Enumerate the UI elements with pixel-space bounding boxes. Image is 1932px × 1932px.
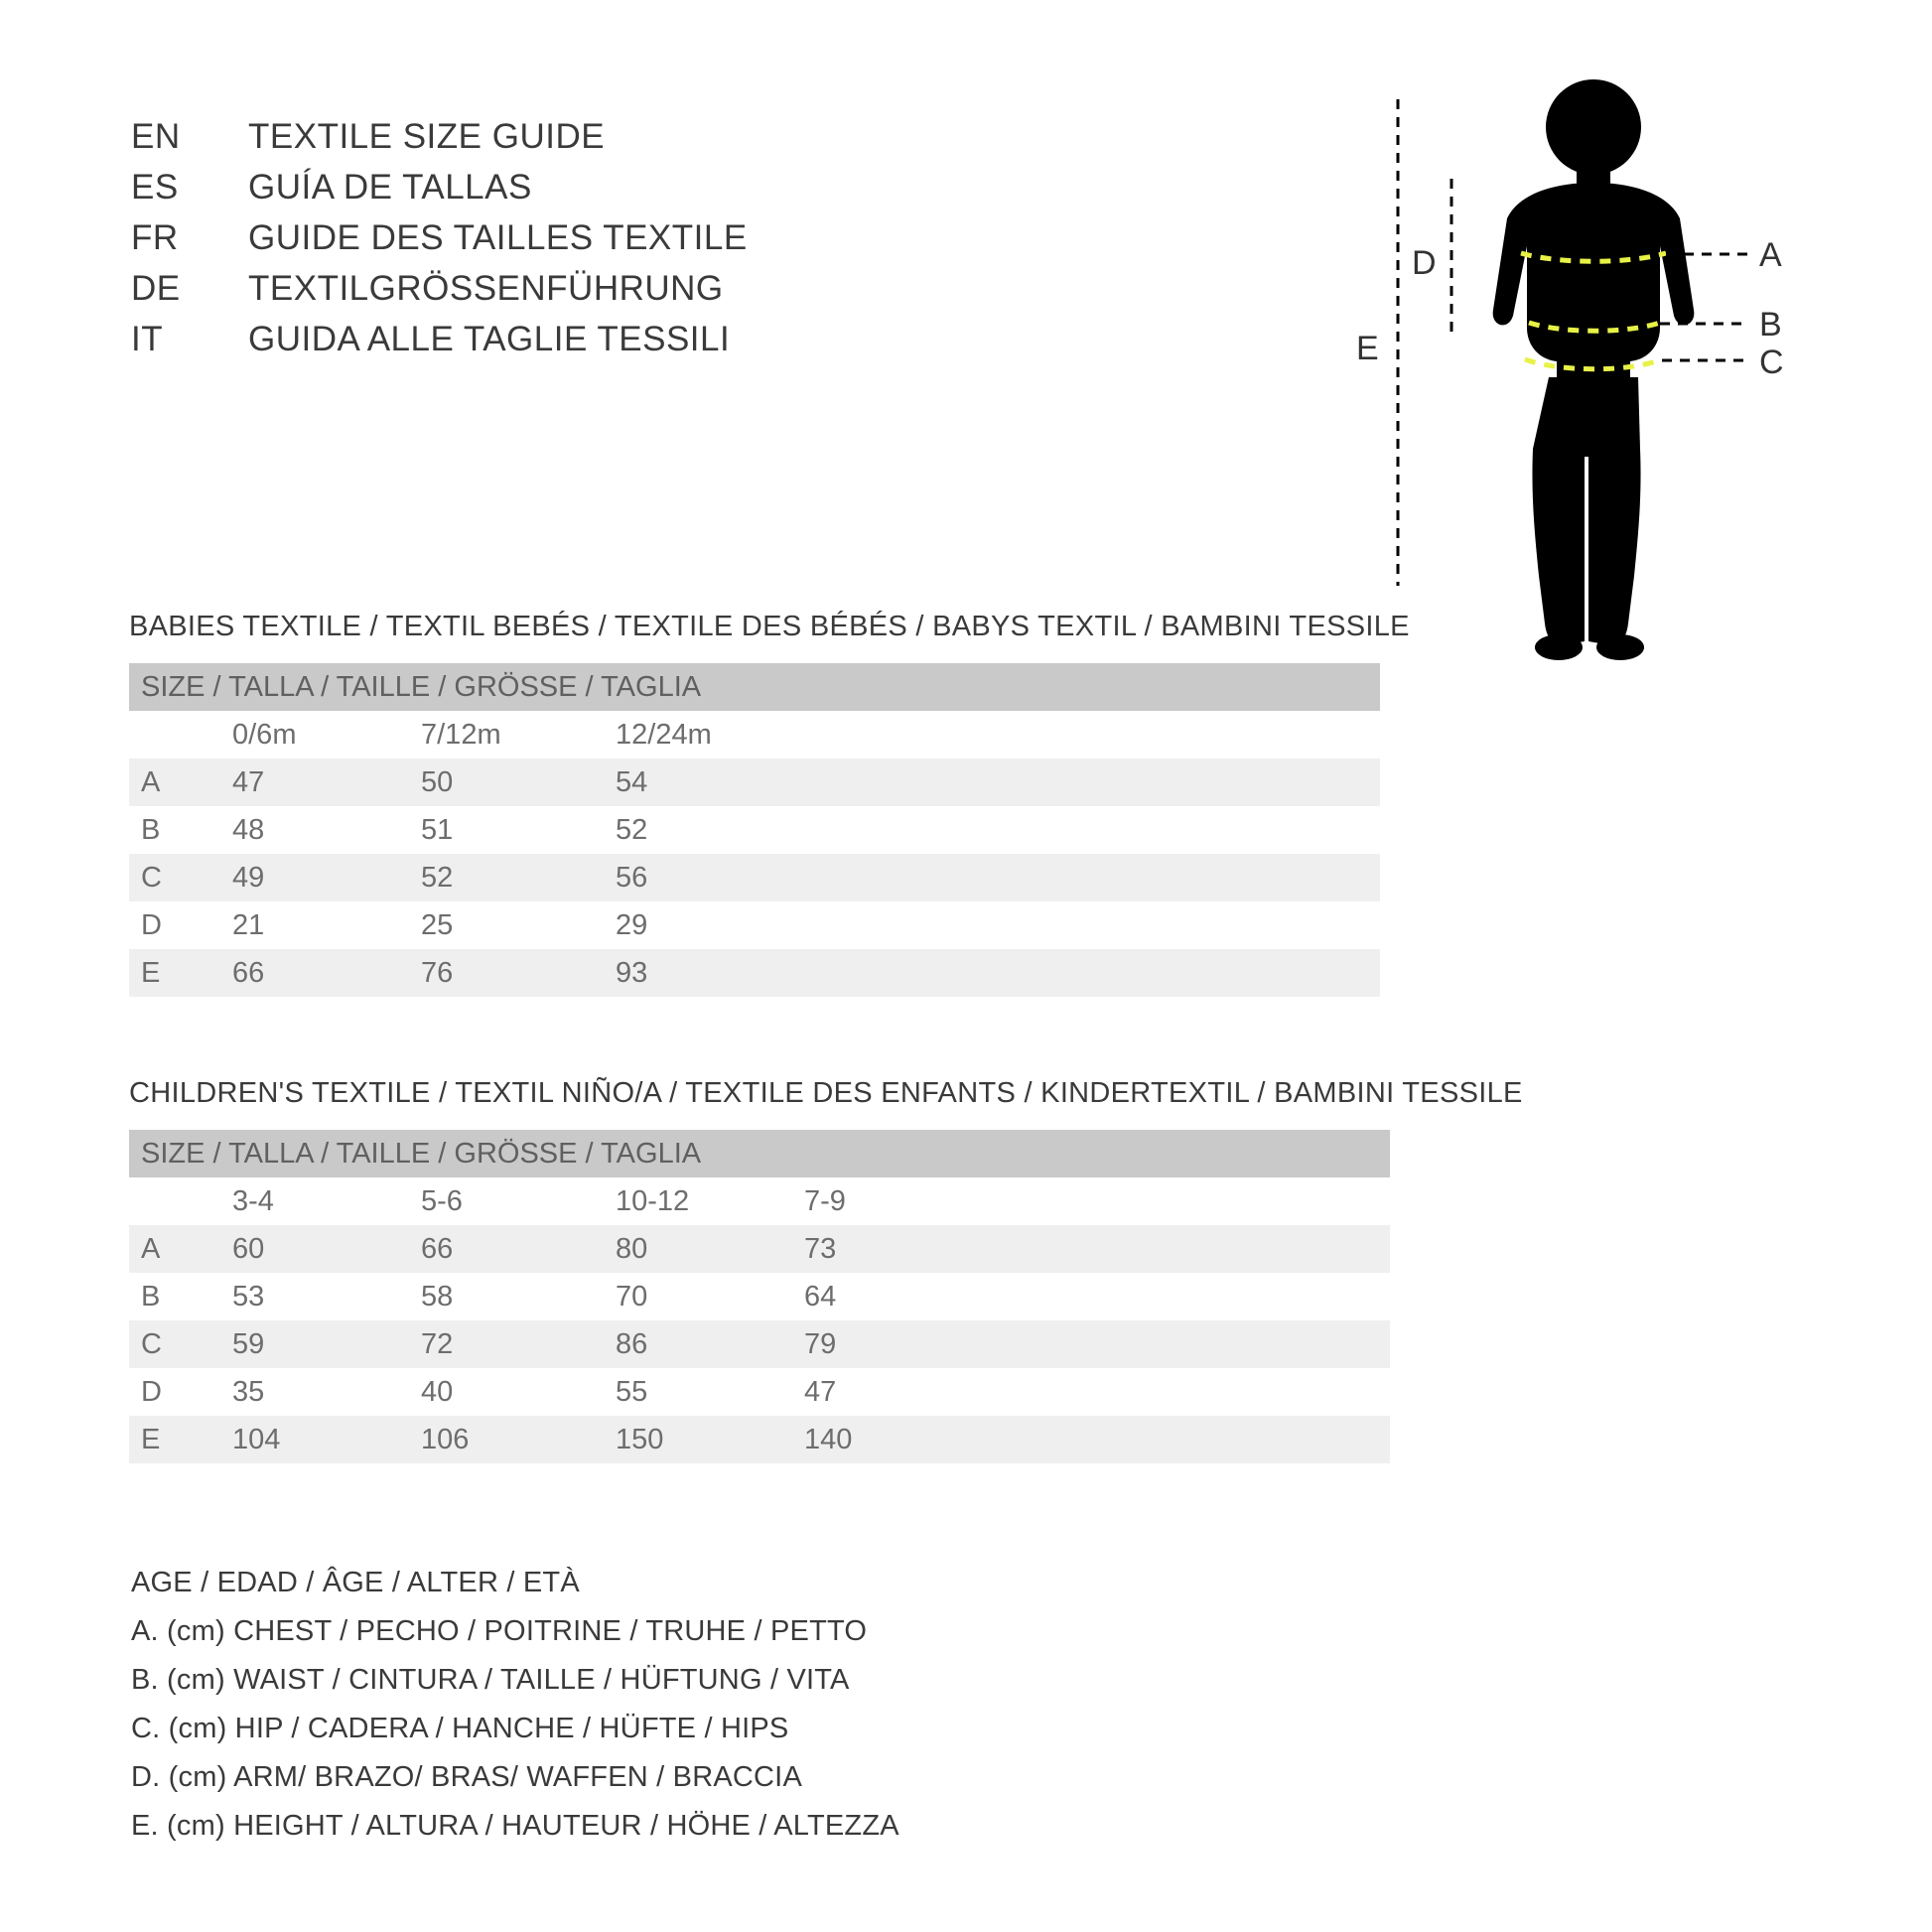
row-value: 66 xyxy=(232,949,421,997)
row-value: 54 xyxy=(616,759,1380,806)
row-value: 76 xyxy=(421,949,616,997)
children-column-3: 7-9 xyxy=(804,1177,1390,1225)
row-value: 52 xyxy=(421,854,616,901)
language-title-block xyxy=(131,117,1025,370)
row-value: 80 xyxy=(616,1225,804,1273)
children-size-table xyxy=(129,1130,1390,1463)
row-value: 35 xyxy=(232,1368,421,1416)
row-value: 60 xyxy=(232,1225,421,1273)
row-value: 55 xyxy=(616,1368,804,1416)
row-value: 70 xyxy=(616,1273,804,1320)
language-code: IT xyxy=(131,320,164,358)
babies-column-0: 0/6m xyxy=(232,711,421,759)
table-row xyxy=(129,1225,1390,1273)
table-row xyxy=(129,949,1380,997)
row-value: 47 xyxy=(804,1368,1390,1416)
babies-size-table xyxy=(129,663,1380,997)
table-row xyxy=(129,806,1380,854)
babies-column-row xyxy=(129,711,1380,759)
language-row xyxy=(131,168,1025,218)
row-value: 104 xyxy=(232,1416,421,1463)
row-value: 48 xyxy=(232,806,421,854)
row-value: 51 xyxy=(421,806,616,854)
row-value: 66 xyxy=(421,1225,616,1273)
row-value: 73 xyxy=(804,1225,1390,1273)
babies-column-1: 7/12m xyxy=(421,711,616,759)
babies-section-title: BABIES TEXTILE / TEXTIL BEBÉS / TEXTILE DES BÉBÉS / BABYS TEXTIL / BAMBINI TESSILE xyxy=(129,611,1410,642)
row-value: 21 xyxy=(232,901,421,949)
row-value: 79 xyxy=(804,1320,1390,1368)
row-value: 56 xyxy=(616,854,1380,901)
row-value: 106 xyxy=(421,1416,616,1463)
row-label: E xyxy=(129,949,232,997)
row-label: B xyxy=(129,1273,232,1320)
measurement-legend xyxy=(131,1567,899,1859)
babies-size-header: SIZE / TALLA / TAILLE / GRÖSSE / TAGLIA xyxy=(129,663,1380,711)
row-value: 72 xyxy=(421,1320,616,1368)
row-value: 25 xyxy=(421,901,616,949)
row-value: 47 xyxy=(232,759,421,806)
babies-column-2: 12/24m xyxy=(616,711,1380,759)
children-corner-cell xyxy=(129,1177,232,1225)
measurement-figure xyxy=(1356,79,1817,715)
row-value: 49 xyxy=(232,854,421,901)
children-column-row xyxy=(129,1177,1390,1225)
row-value: 29 xyxy=(616,901,1380,949)
language-row xyxy=(131,269,1025,320)
row-label: E xyxy=(129,1416,232,1463)
children-section-title: CHILDREN'S TEXTILE / TEXTIL NIÑO/A / TEXTILE DES ENFANTS / KINDERTEXTIL / BAMBINI TESSILE xyxy=(129,1077,1523,1109)
row-label: C xyxy=(129,854,232,901)
babies-size-header-row xyxy=(129,663,1380,711)
language-title: GUÍA DE TALLAS xyxy=(248,168,532,207)
language-row xyxy=(131,218,1025,269)
babies-section xyxy=(129,611,1410,997)
children-size-header-row xyxy=(129,1130,1390,1177)
language-code: ES xyxy=(131,168,179,207)
row-label: A xyxy=(129,1225,232,1273)
language-title: TEXTILE SIZE GUIDE xyxy=(248,117,606,156)
children-section xyxy=(129,1077,1523,1463)
row-label: C xyxy=(129,1320,232,1368)
row-value: 86 xyxy=(616,1320,804,1368)
legend-line: D. (cm) ARM/ BRAZO/ BRAS/ WAFFEN / BRACCIA xyxy=(131,1761,802,1793)
row-label: B xyxy=(129,806,232,854)
row-label: D xyxy=(129,1368,232,1416)
row-value: 58 xyxy=(421,1273,616,1320)
legend-line: E. (cm) HEIGHT / ALTURA / HAUTEUR / HÖHE / ALTEZZA xyxy=(131,1810,899,1842)
marker-a: A xyxy=(1759,236,1782,274)
legend-line: A. (cm) CHEST / PECHO / POITRINE / TRUHE / PETTO xyxy=(131,1615,868,1647)
table-row xyxy=(129,901,1380,949)
children-size-header: SIZE / TALLA / TAILLE / GRÖSSE / TAGLIA xyxy=(129,1130,1390,1177)
row-value: 40 xyxy=(421,1368,616,1416)
language-title: TEXTILGRÖSSENFÜHRUNG xyxy=(248,269,724,308)
table-row xyxy=(129,1273,1390,1320)
marker-d: D xyxy=(1412,244,1437,282)
row-value: 53 xyxy=(232,1273,421,1320)
legend-line: C. (cm) HIP / CADERA / HANCHE / HÜFTE / HIPS xyxy=(131,1713,789,1744)
language-title: GUIDA ALLE TAGLIE TESSILI xyxy=(248,320,731,358)
babies-corner-cell xyxy=(129,711,232,759)
language-title: GUIDE DES TAILLES TEXTILE xyxy=(248,218,748,257)
children-column-0: 3-4 xyxy=(232,1177,421,1225)
marker-c: C xyxy=(1759,344,1784,381)
row-label: A xyxy=(129,759,232,806)
row-value: 50 xyxy=(421,759,616,806)
marker-b: B xyxy=(1759,306,1782,344)
row-value: 140 xyxy=(804,1416,1390,1463)
language-code: DE xyxy=(131,269,181,308)
marker-e: E xyxy=(1356,330,1379,367)
language-row xyxy=(131,117,1025,168)
language-code: FR xyxy=(131,218,179,257)
language-code: EN xyxy=(131,117,181,156)
legend-line: AGE / EDAD / ÂGE / ALTER / ETÀ xyxy=(131,1567,580,1598)
row-label: D xyxy=(129,901,232,949)
row-value: 52 xyxy=(616,806,1380,854)
table-row xyxy=(129,759,1380,806)
table-row xyxy=(129,1416,1390,1463)
row-value: 59 xyxy=(232,1320,421,1368)
legend-line: B. (cm) WAIST / CINTURA / TAILLE / HÜFTUNG / VITA xyxy=(131,1664,850,1696)
row-value: 93 xyxy=(616,949,1380,997)
row-value: 64 xyxy=(804,1273,1390,1320)
table-row xyxy=(129,1368,1390,1416)
row-value: 150 xyxy=(616,1416,804,1463)
children-column-2: 10-12 xyxy=(616,1177,804,1225)
table-row xyxy=(129,1320,1390,1368)
children-column-1: 5-6 xyxy=(421,1177,616,1225)
language-row xyxy=(131,320,1025,370)
table-row xyxy=(129,854,1380,901)
